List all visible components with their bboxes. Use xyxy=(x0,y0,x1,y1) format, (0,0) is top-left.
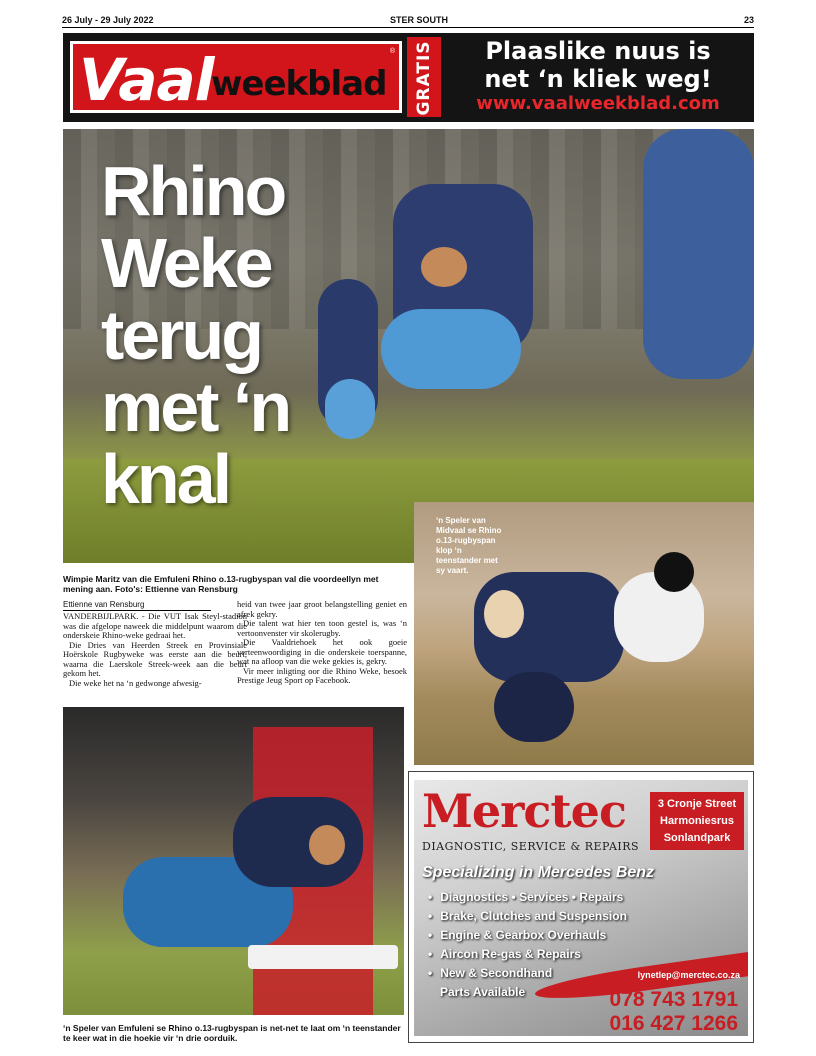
vaalweekblad-banner[interactable] xyxy=(63,33,754,122)
player-small-shorts xyxy=(325,379,375,439)
photo2-caption: ‘n Speler van Midvaal se Rhino o.13-rugbyspan klop ‘n teenstander met sy vaart. xyxy=(436,516,502,575)
page-header xyxy=(62,14,754,28)
banner-url-link[interactable]: www.vaalweekblad.com xyxy=(476,93,720,114)
byline: Ettienne van Rensburg xyxy=(63,600,211,611)
player-main-shorts xyxy=(381,309,521,389)
page-number: 23 xyxy=(743,15,754,25)
main-photo-caption: Wimpie Maritz van die Emfuleni Rhino o.13-rugbyspan val die voordeellyn met mening aan. Foto's: Ettienne van Rensburg xyxy=(63,574,379,594)
article-column-2: heid van twee jaar groot belangstelling geniet en afrek gekry. Die talent wat hier ten toon gestel is, was ‘n vertoonvenster vir skolerugby. Die Vaaldriehoek het ook goeie verteenwoordiging in die onderskeie toerspanne, wat na afloop van die weke gekies is, gekry. Vir meer inligting oor die Rhino Weke, besoek Prestige Jeug Sport op Facebook. xyxy=(237,599,407,685)
rugby-ball xyxy=(484,590,524,638)
service-item: • Diagnostics • Services • Repairs xyxy=(428,888,627,907)
merctec-subtitle: DIAGNOSTIC, SERVICE & REPAIRS xyxy=(422,840,640,853)
registered-mark: ® xyxy=(389,48,395,55)
merctec-advert-panel xyxy=(414,780,748,1036)
midvaal-player-photo xyxy=(414,502,754,765)
main-rugby-photo xyxy=(63,129,754,563)
article-headline: Rhino Weke terug met ‘n knal xyxy=(101,152,290,518)
photo3-caption: ‘n Speler van Emfuleni se Rhino o.13-rugbyspan is net-net te laat om ‘n teenstander te keer wat in die hoekie vir ‘n drie oorduik. xyxy=(63,1023,401,1043)
midvaal-shorts xyxy=(494,672,574,742)
merctec-phone-2[interactable]: 016 427 1266 xyxy=(609,1012,738,1035)
player-number-15 xyxy=(643,129,754,379)
emfuleni-try-photo xyxy=(63,707,404,1015)
logo-vaal: Vaal xyxy=(79,46,214,114)
gratis-badge: GRATIS xyxy=(407,37,441,117)
logo-weekblad: weekblad xyxy=(211,64,387,104)
banner-tagline: Plaaslike nuus is net ‘n kliek weg! xyxy=(484,37,712,93)
rugby-ball xyxy=(421,247,467,287)
vaalweekblad-logo xyxy=(70,41,402,113)
publication-name: STER SOUTH xyxy=(390,15,449,25)
specializing-heading: Specializing in Mercedes Benz xyxy=(422,864,655,881)
article-column-1: VANDERBIJLPARK. - Die VUT Isak Steyl-stadion was die afgelope naweek die middelpunt waarom die onderskeie Rhino-weke gedraai het. Die Dries van Heerden Streek en Provinsiale Hoërskole Rugbyweke was eerste aan die beurt, waarna die Laerskole Streek-week aan die beurt gekom het. Die weke het na ‘n gedwonge afwesig- xyxy=(63,611,247,688)
merctec-email[interactable]: lynetlep@merctec.co.za xyxy=(637,970,740,980)
merctec-address: 3 Cronje Street Harmoniesrus Sonlandpark xyxy=(650,792,744,850)
issue-date: 26 July - 29 July 2022 xyxy=(62,15,154,25)
advert-board xyxy=(248,945,398,969)
scrum-cap xyxy=(654,552,694,592)
service-item: • New & Secondhand xyxy=(428,964,627,983)
service-item: • Brake, Clutches and Suspension xyxy=(428,907,627,926)
merctec-phone-1[interactable]: 078 743 1791 xyxy=(609,988,738,1011)
merctec-logo: Merctec xyxy=(422,784,626,838)
service-item: • Engine & Gearbox Overhauls xyxy=(428,926,627,945)
service-item: • Aircon Re-gas & Repairs xyxy=(428,945,627,964)
rugby-ball xyxy=(309,825,345,865)
service-item-continued: Parts Available xyxy=(440,985,526,999)
merctec-advert[interactable] xyxy=(408,771,754,1043)
